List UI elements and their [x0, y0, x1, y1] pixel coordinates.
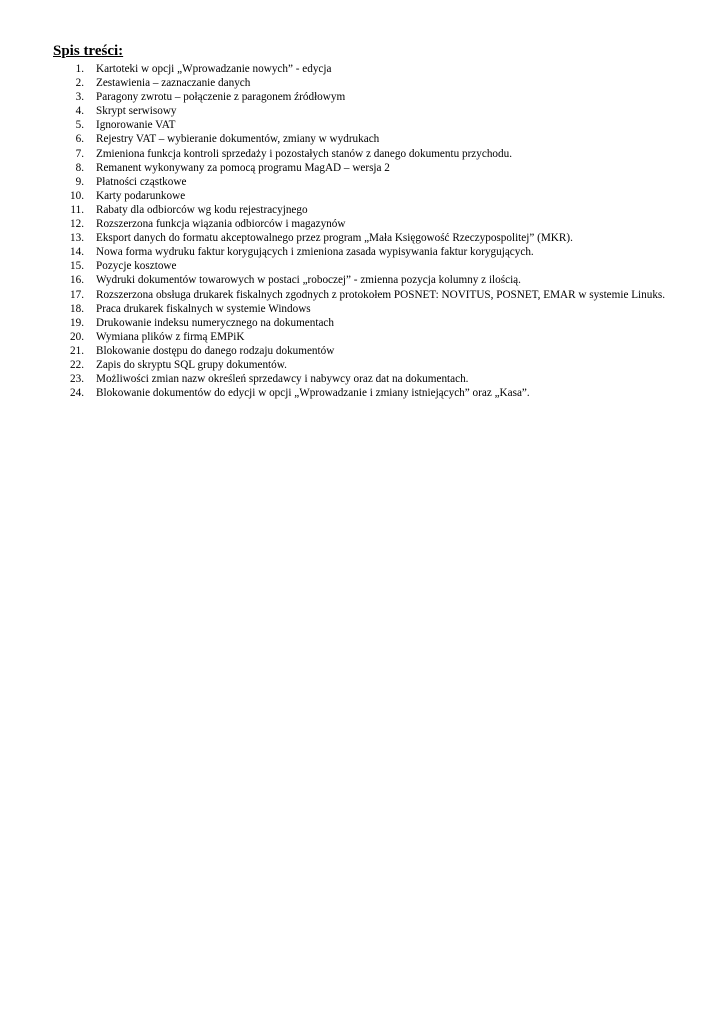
toc-entry-text: Wymiana plików z firmą EMPiK [96, 330, 245, 343]
toc-item-1 [53, 62, 673, 76]
toc-item-12 [53, 217, 673, 231]
toc-entry-text: Ignorowanie VAT [96, 119, 176, 132]
toc-number: 6. [75, 133, 84, 146]
toc-number: 3. [75, 91, 84, 104]
toc-entry-text: Nowa forma wydruku faktur korygujących i zmieniona zasada wypisywania faktur korygujących. [96, 246, 534, 259]
toc-entry-text: Eksport danych do formatu akceptowalnego przez program „Mała Księgowość Rzeczypospolitej” (MKR). [96, 232, 573, 245]
toc-entry-text: Wydruki dokumentów towarowych w postaci „roboczej” - zmienna pozycja kolumny z ilością. [96, 274, 521, 287]
toc-number: 12. [70, 218, 84, 231]
toc-entry-text: Rozszerzona funkcja wiązania odbiorców i magazynów [96, 218, 346, 231]
toc-number: 15. [70, 260, 84, 273]
toc-number: 22. [70, 358, 84, 371]
toc-entry-text: Zestawienia – zaznaczanie danych [96, 77, 251, 90]
toc-entry-text: Blokowanie dostępu do danego rodzaju dokumentów [96, 344, 335, 357]
toc-item-11 [53, 203, 673, 217]
toc-number: 14. [70, 246, 84, 259]
toc-entry-text: Remanent wykonywany za pomocą programu MagAD – wersja 2 [96, 161, 390, 174]
toc-number: 5. [75, 119, 84, 132]
toc-number: 21. [70, 344, 84, 357]
toc-list [53, 62, 673, 400]
toc-number: 24. [70, 387, 84, 400]
toc-item-9 [53, 175, 673, 189]
toc-number: 17. [70, 288, 84, 301]
toc-item-15 [53, 259, 673, 273]
toc-entry-text: Blokowanie dokumentów do edycji w opcji „Wprowadzanie i zmiany istniejących” oraz „Kasa”. [96, 387, 530, 400]
toc-item-7 [53, 147, 673, 161]
toc-entry-text: Kartoteki w opcji „Wprowadzanie nowych” - edycja [96, 63, 332, 75]
toc-entry-text: Rejestry VAT – wybieranie dokumentów, zmiany w wydrukach [96, 133, 380, 146]
toc-entry-text: Skrypt serwisowy [96, 105, 177, 118]
toc-entry-text: Rozszerzona obsługa drukarek fiskalnych zgodnych z protokołem POSNET: NOVITUS, POSNET, EMAR w systemie Linuks. [96, 288, 666, 301]
toc-number: 4. [75, 105, 84, 118]
toc-entry-text: Paragony zwrotu – połączenie z paragonem źródłowym [96, 91, 346, 104]
toc-entry-text: Drukowanie indeksu numerycznego na dokumentach [96, 316, 334, 329]
toc-number: 10. [70, 189, 84, 202]
toc-item-16 [53, 273, 673, 287]
toc-title: Spis treści: [53, 43, 124, 59]
toc-item-4 [53, 104, 673, 118]
toc-number: 2. [75, 77, 84, 90]
toc-number: 9. [75, 175, 84, 188]
toc-number: 13. [70, 232, 84, 245]
toc-number: 18. [70, 302, 84, 315]
toc-number: 1. [75, 63, 84, 75]
toc-number: 23. [70, 373, 84, 386]
toc-number: 8. [75, 161, 84, 174]
toc-number: 19. [70, 316, 84, 329]
toc-entry-text: Praca drukarek fiskalnych w systemie Windows [96, 302, 311, 315]
toc-item-20 [53, 330, 673, 344]
toc-item-10 [53, 189, 673, 203]
toc-entry-text: Możliwości zmian nazw określeń sprzedawcy i nabywcy oraz dat na dokumentach. [96, 373, 469, 386]
toc-number: 11. [70, 203, 84, 216]
toc-entry-text: Zmieniona funkcja kontroli sprzedaży i pozostałych stanów z danego dokumentu przychodu. [96, 147, 512, 160]
toc-number: 20. [70, 330, 84, 343]
toc-number: 16. [70, 274, 84, 287]
toc-item-8 [53, 161, 673, 175]
toc-item-21 [53, 344, 673, 358]
toc-item-14 [53, 245, 673, 259]
toc-item-6 [53, 132, 673, 146]
toc-item-18 [53, 302, 673, 316]
toc-item-5 [53, 118, 673, 132]
toc-item-13 [53, 231, 673, 245]
toc-entry-text: Płatności cząstkowe [96, 175, 187, 188]
toc-item-24 [53, 386, 673, 400]
toc-number: 7. [75, 147, 84, 160]
toc-entry-text: Karty podarunkowe [96, 189, 186, 202]
toc-item-3 [53, 90, 673, 104]
toc-item-23 [53, 372, 673, 386]
toc-entry-text: Rabaty dla odbiorców wg kodu rejestracyjnego [96, 203, 308, 216]
toc-item-22 [53, 358, 673, 372]
toc-item-19 [53, 316, 673, 330]
toc-entry-text: Pozycje kosztowe [96, 260, 177, 273]
toc-entry-text: Zapis do skryptu SQL grupy dokumentów. [96, 358, 287, 371]
toc-item-2 [53, 76, 673, 90]
toc-item-17 [53, 288, 673, 302]
